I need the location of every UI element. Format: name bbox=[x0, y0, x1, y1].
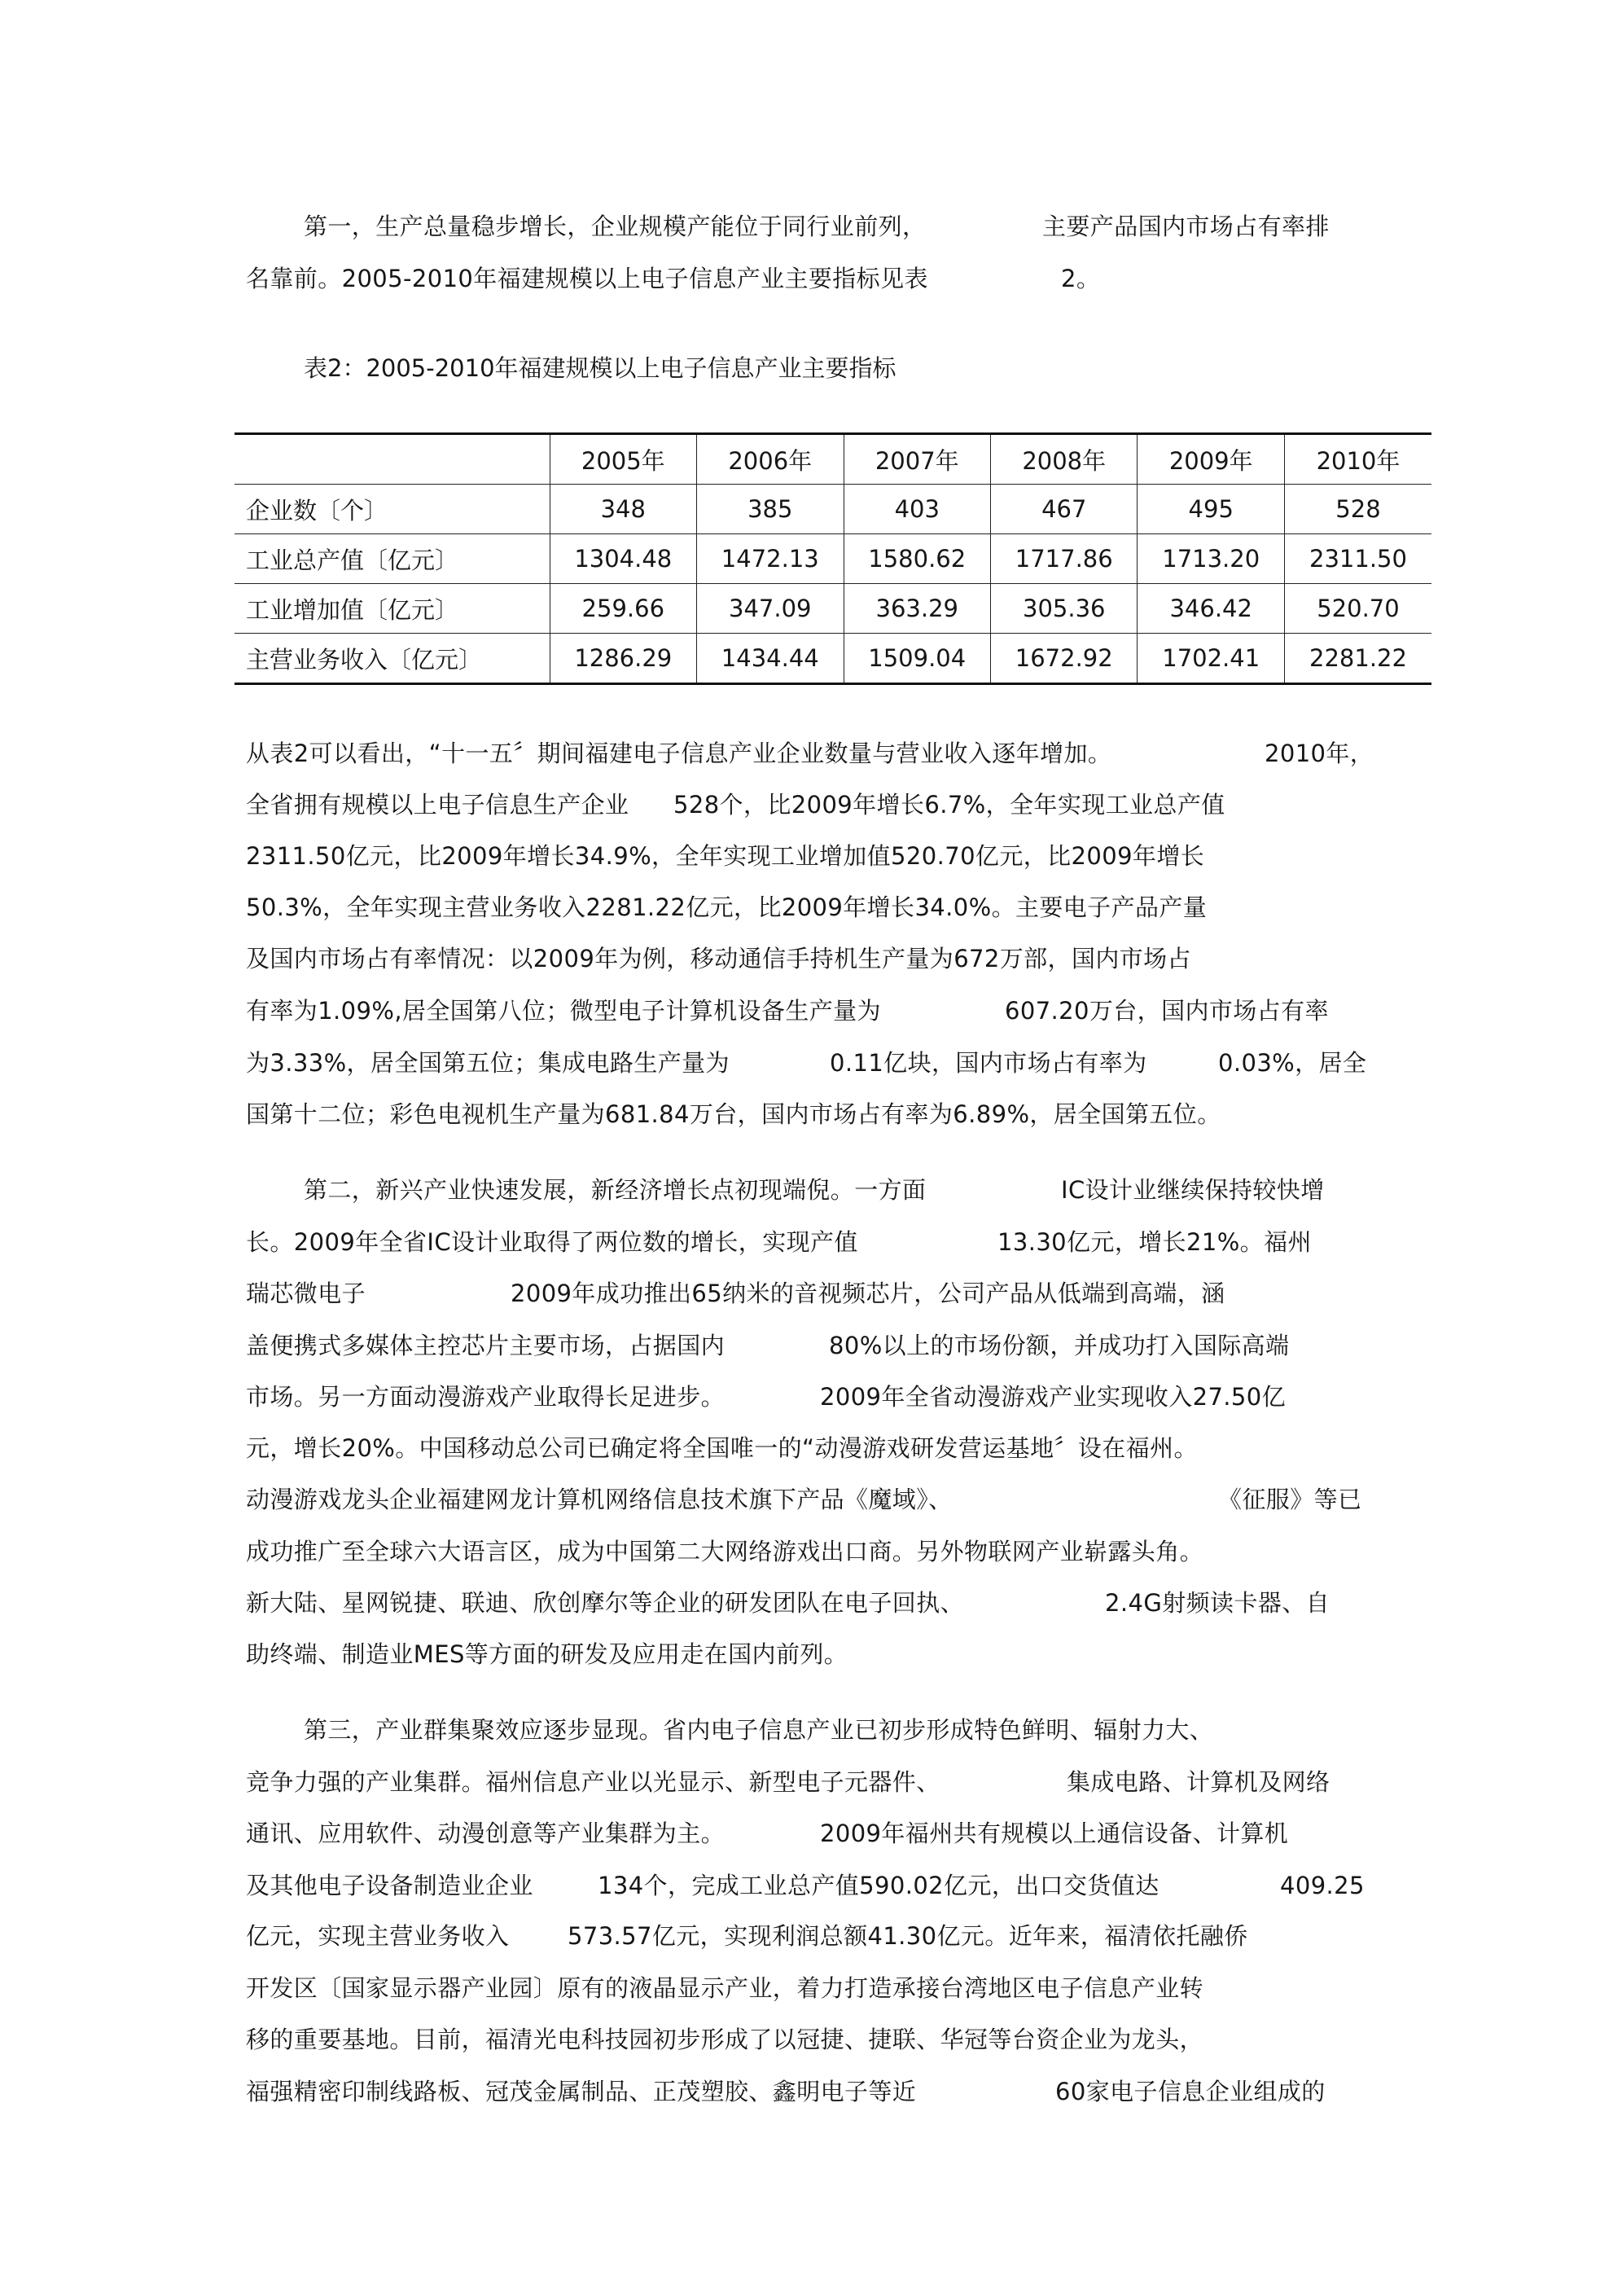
text-segment: 第三，产业群集聚效应逐步显现。省内电子信息产业已初步形成特色鲜明、辐射力大、 bbox=[304, 1716, 1214, 1744]
text-segment: 从表2可以看出，“十一五〞期间福建电子信息产业企业数量与营业收入逐年增加。 bbox=[246, 740, 1112, 767]
table-cell: 305.36 bbox=[991, 584, 1138, 634]
table-cell: 1713.20 bbox=[1138, 534, 1284, 584]
table-cell: 1434.44 bbox=[697, 634, 844, 684]
text-segment: 2.4G射频读卡器、自 bbox=[1105, 1589, 1330, 1617]
text-segment: 助终端、制造业MES等方面的研发及应用走在国内前列。 bbox=[246, 1640, 848, 1668]
text-segment: 集成电路、计算机及网络 bbox=[1067, 1768, 1330, 1796]
table-cell: 1286.29 bbox=[550, 634, 696, 684]
text-segment: 市场。另一方面动漫游戏产业取得长足进步。 bbox=[246, 1383, 726, 1411]
text-segment: 国第十二位；彩色电视机生产量为681.84万台，国内市场占有率为6.89%，居全国第五位。 bbox=[246, 1100, 1221, 1128]
table-header-cell: 2008年 bbox=[991, 434, 1138, 485]
indicators-table bbox=[235, 432, 1431, 685]
text-segment: 移的重要基地。目前，福清光电科技园初步形成了以冠捷、捷联、华冠等台资企业为龙头， bbox=[246, 2026, 1204, 2053]
table-header-cell bbox=[235, 434, 550, 485]
text-segment: 2009年成功推出65纳米的音视频芯片，公司产品从低端到高端，涵 bbox=[511, 1280, 1225, 1307]
text-segment: 《征服》等已 bbox=[1218, 1486, 1362, 1513]
text-segment: 0.03%，居全 bbox=[1218, 1049, 1367, 1077]
row-label: 工业增加值〔亿元〕 bbox=[235, 584, 550, 634]
table-header-cell: 2010年 bbox=[1284, 434, 1431, 485]
text-segment: 13.30亿元，增长21%。福州 bbox=[997, 1228, 1312, 1256]
table-header-row bbox=[235, 434, 1431, 485]
table-cell: 528 bbox=[1284, 485, 1431, 534]
table-header-cell: 2006年 bbox=[697, 434, 844, 485]
table-cell: 467 bbox=[991, 485, 1138, 534]
row-label: 主营业务收入〔亿元〕 bbox=[235, 634, 550, 684]
text-segment: 第一，生产总量稳步增长，企业规模产能位于同行业前列， bbox=[304, 213, 927, 240]
text-segment: 80%以上的市场份额，并成功打入国际高端 bbox=[829, 1332, 1290, 1359]
text-segment: 及其他电子设备制造业企业 bbox=[246, 1872, 533, 1899]
text-segment: 134个，完成工业总产值590.02亿元，出口交货值达 bbox=[598, 1872, 1160, 1899]
table-cell: 495 bbox=[1138, 485, 1284, 534]
table-cell: 1702.41 bbox=[1138, 634, 1284, 684]
text-segment: 名靠前。2005-2010年福建规模以上电子信息产业主要指标见表 bbox=[246, 265, 928, 292]
text-segment: 60家电子信息企业组成的 bbox=[1055, 2078, 1326, 2105]
text-segment: 409.25 bbox=[1280, 1872, 1365, 1899]
text-segment: 全省拥有规模以上电子信息生产企业 bbox=[246, 791, 629, 819]
text-segment: 长。2009年全省IC设计业取得了两位数的增长，实现产值 bbox=[246, 1228, 858, 1256]
text-segment: 主要产品国内市场占有率排 bbox=[1042, 213, 1330, 240]
text-segment: IC设计业继续保持较快增 bbox=[1061, 1176, 1325, 1204]
row-label: 企业数〔个〕 bbox=[235, 485, 550, 534]
table-cell: 520.70 bbox=[1284, 584, 1431, 634]
text-segment: 福强精密印制线路板、冠茂金属制品、正茂塑胶、鑫明电子等近 bbox=[246, 2078, 917, 2105]
text-segment: 动漫游戏龙头企业福建网龙计算机网络信息技术旗下产品《魔域》、 bbox=[246, 1486, 953, 1513]
table-cell: 2281.22 bbox=[1284, 634, 1431, 684]
text-segment: 0.11亿块，国内市场占有率为 bbox=[830, 1049, 1147, 1077]
table-row bbox=[235, 584, 1431, 634]
table-header-cell: 2009年 bbox=[1138, 434, 1284, 485]
table-header-cell: 2007年 bbox=[844, 434, 990, 485]
table-cell: 363.29 bbox=[844, 584, 990, 634]
table-cell: 348 bbox=[550, 485, 696, 534]
table-cell: 346.42 bbox=[1138, 584, 1284, 634]
text-segment: 有率为1.09%,居全国第八位；微型电子计算机设备生产量为 bbox=[246, 997, 881, 1025]
table-cell: 1304.48 bbox=[550, 534, 696, 584]
text-segment: 盖便携式多媒体主控芯片主要市场，占据国内 bbox=[246, 1332, 726, 1359]
table-caption: 表2：2005-2010年福建规模以上电子信息产业主要指标 bbox=[304, 354, 896, 382]
table-row bbox=[235, 634, 1431, 684]
text-segment: 元，增长20%。中国移动总公司已确定将全国唯一的“动漫游戏研发营运基地〞设在福州。 bbox=[246, 1434, 1198, 1462]
text-segment: 2311.50亿元，比2009年增长34.9%，全年实现工业增加值520.70亿元，比2009年增长 bbox=[246, 842, 1205, 870]
text-segment: 2009年福州共有规模以上通信设备、计算机 bbox=[820, 1820, 1289, 1847]
text-segment: 开发区〔国家显示器产业园〕原有的液晶显示产业，着力打造承接台湾地区电子信息产业转 bbox=[246, 1974, 1204, 2002]
text-segment: 亿元，实现主营业务收入 bbox=[246, 1922, 510, 1950]
text-segment: 50.3%，全年实现主营业务收入2281.22亿元，比2009年增长34.0%。主要电子产品产量 bbox=[246, 893, 1208, 921]
text-segment: 及国内市场占有率情况：以2009年为例，移动通信手持机生产量为672万部，国内市场占 bbox=[246, 945, 1191, 972]
table-cell: 1580.62 bbox=[844, 534, 990, 584]
text-segment: 成功推广至全球六大语言区，成为中国第二大网络游戏出口商。另外物联网产业崭露头角。 bbox=[246, 1538, 1204, 1565]
table-cell: 259.66 bbox=[550, 584, 696, 634]
table-cell: 385 bbox=[697, 485, 844, 534]
table-cell: 1672.92 bbox=[991, 634, 1138, 684]
table-cell: 403 bbox=[844, 485, 990, 534]
text-segment: 2009年全省动漫游戏产业实现收入27.50亿 bbox=[820, 1383, 1287, 1411]
table-cell: 1717.86 bbox=[991, 534, 1138, 584]
text-segment: 528个，比2009年增长6.7%，全年实现工业总产值 bbox=[673, 791, 1225, 819]
table-cell: 347.09 bbox=[697, 584, 844, 634]
table-header-cell: 2005年 bbox=[550, 434, 696, 485]
table-cell: 1509.04 bbox=[844, 634, 990, 684]
text-segment: 607.20万台，国内市场占有率 bbox=[1005, 997, 1329, 1025]
text-segment: 瑞芯微电子 bbox=[246, 1280, 366, 1307]
text-segment: 通讯、应用软件、动漫创意等产业集群为主。 bbox=[246, 1820, 726, 1847]
table-cell: 1472.13 bbox=[697, 534, 844, 584]
row-label: 工业总产值〔亿元〕 bbox=[235, 534, 550, 584]
text-segment: 竞争力强的产业集群。福州信息产业以光显示、新型电子元器件、 bbox=[246, 1768, 940, 1796]
table-row bbox=[235, 534, 1431, 584]
table-row bbox=[235, 485, 1431, 534]
text-segment: 第二，新兴产业快速发展，新经济增长点初现端倪。一方面 bbox=[304, 1176, 927, 1204]
text-segment: 为3.33%，居全国第五位；集成电路生产量为 bbox=[246, 1049, 730, 1077]
text-segment: 573.57亿元，实现利润总额41.30亿元。近年来，福清依托融侨 bbox=[568, 1922, 1248, 1950]
table-cell: 2311.50 bbox=[1284, 534, 1431, 584]
text-segment: 2。 bbox=[1061, 265, 1101, 292]
text-segment: 新大陆、星网锐捷、联迪、欣创摩尔等企业的研发团队在电子回执、 bbox=[246, 1589, 965, 1617]
text-segment: 2010年， bbox=[1265, 740, 1374, 767]
